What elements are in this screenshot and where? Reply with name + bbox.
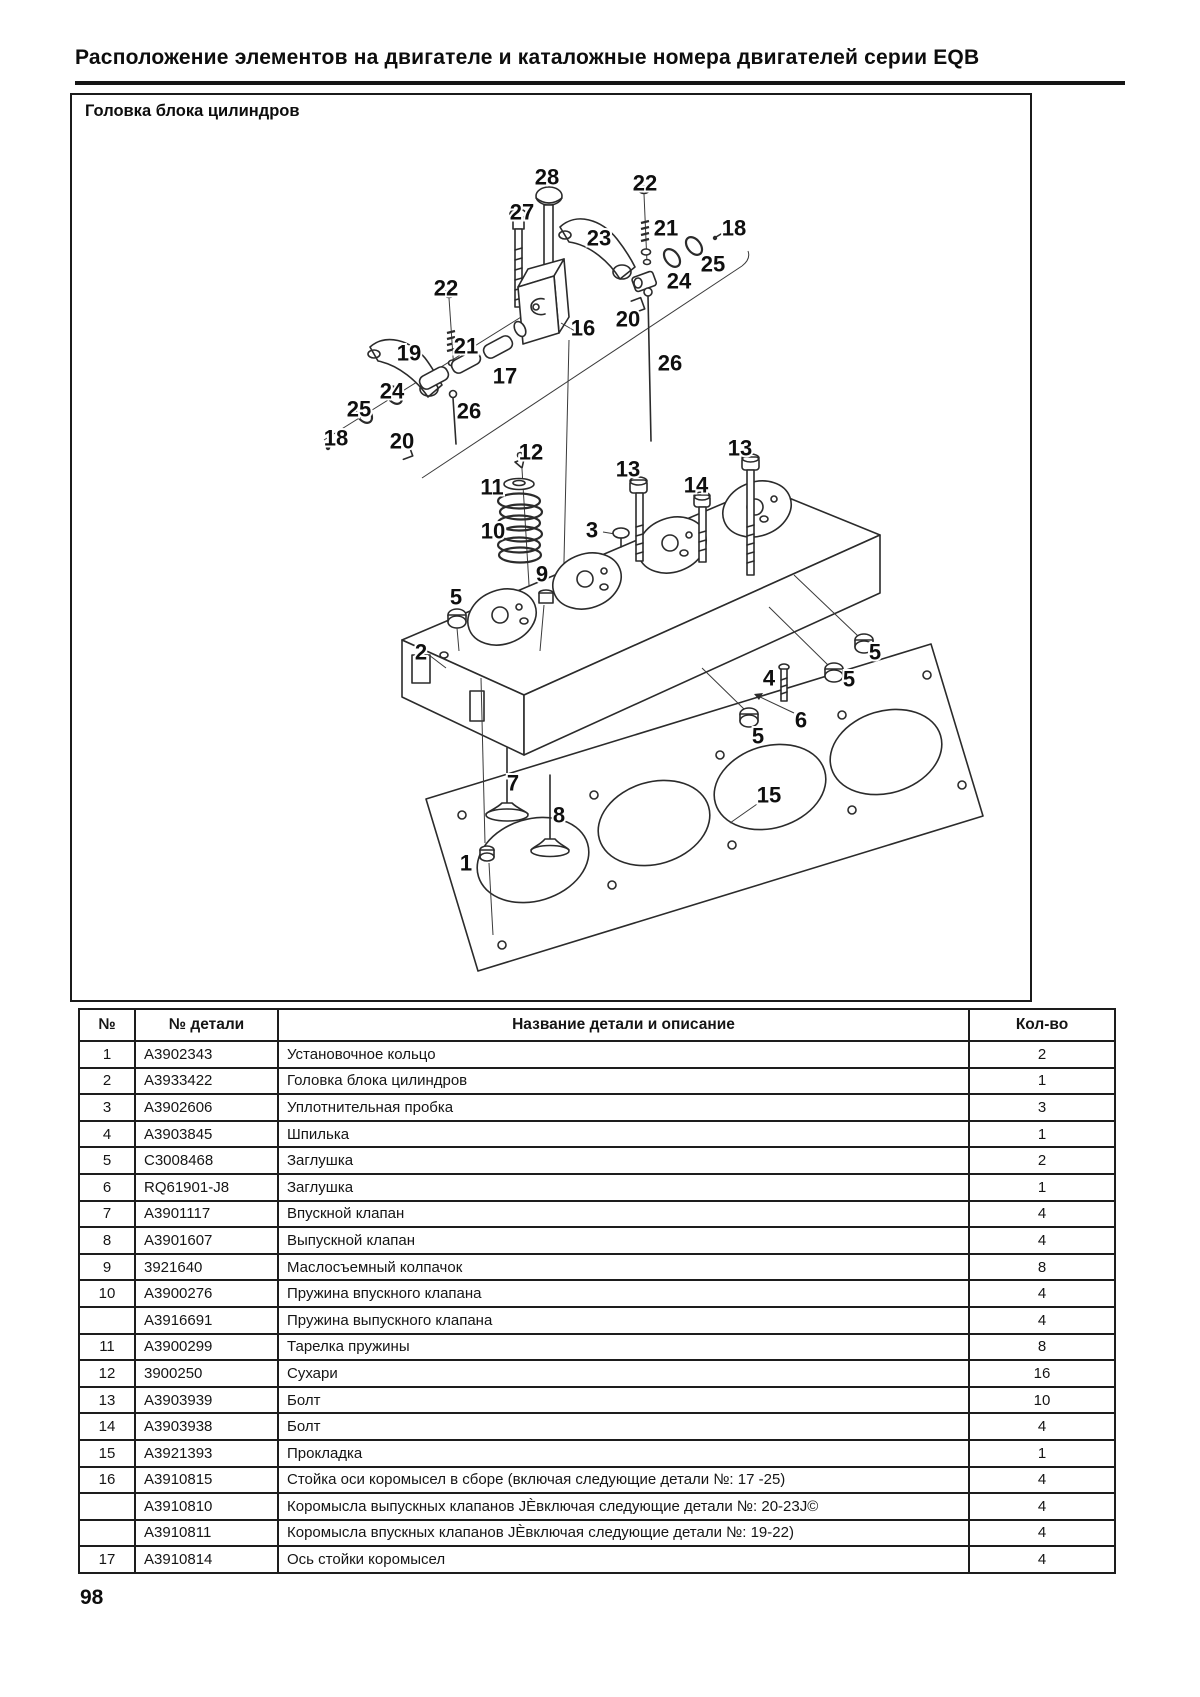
callout-2: 2 — [414, 639, 428, 665]
page-number: 98 — [80, 1586, 104, 1609]
callout-1: 1 — [459, 850, 473, 876]
pushrod-26-right — [644, 288, 652, 441]
plug-3 — [603, 528, 629, 547]
cell-qty: 1 — [969, 1121, 1115, 1148]
callout-13: 13 — [615, 456, 641, 482]
table-row — [79, 1227, 1115, 1254]
cell-part-number: 3900250 — [135, 1360, 278, 1387]
table-row — [79, 1546, 1115, 1573]
cell-qty: 16 — [969, 1360, 1115, 1387]
cell-name: Коромысла впускных клапанов ЈЀвключая следующие детали №: 19-22) — [278, 1520, 969, 1547]
callout-8: 8 — [552, 802, 566, 828]
cell-part-number: A3902343 — [135, 1041, 278, 1068]
cell-qty: 4 — [969, 1201, 1115, 1228]
callout-21: 21 — [653, 215, 679, 241]
cell-index: 5 — [79, 1147, 135, 1174]
cell-index: 16 — [79, 1467, 135, 1494]
cell-index: 2 — [79, 1068, 135, 1095]
callout-22: 22 — [632, 170, 658, 196]
cell-qty: 1 — [969, 1440, 1115, 1467]
spring-retainer-11 — [504, 479, 534, 490]
callout-5: 5 — [868, 639, 882, 665]
cell-part-number: A3910810 — [135, 1493, 278, 1520]
table-row — [79, 1334, 1115, 1361]
cell-name: Пружина выпускного клапана — [278, 1307, 969, 1334]
table-row — [79, 1387, 1115, 1414]
cell-qty: 4 — [969, 1493, 1115, 1520]
cell-index: 6 — [79, 1174, 135, 1201]
callout-26: 26 — [657, 350, 683, 376]
cell-qty: 4 — [969, 1413, 1115, 1440]
callout-14: 14 — [683, 472, 709, 498]
title-underline — [75, 81, 1125, 85]
table-row — [79, 1201, 1115, 1228]
cell-part-number: A3903939 — [135, 1387, 278, 1414]
cell-part-number: A3901607 — [135, 1227, 278, 1254]
callout-21: 21 — [453, 333, 479, 359]
cell-name: Впускной клапан — [278, 1201, 969, 1228]
table-row — [79, 1121, 1115, 1148]
callout-18: 18 — [721, 215, 747, 241]
parts-table — [78, 1008, 1116, 1574]
callout-24: 24 — [666, 268, 692, 294]
cell-index: 1 — [79, 1041, 135, 1068]
cell-qty: 1 — [969, 1068, 1115, 1095]
callout-19: 19 — [396, 340, 422, 366]
cell-part-number: A3901117 — [135, 1201, 278, 1228]
cell-name: Заглушка — [278, 1147, 969, 1174]
cell-name: Шпилька — [278, 1121, 969, 1148]
parts-table-body — [79, 1041, 1115, 1573]
cell-qty: 10 — [969, 1387, 1115, 1414]
cell-name: Ось стойки коромысел — [278, 1546, 969, 1573]
callout-23: 23 — [586, 225, 612, 251]
cell-part-number: A3903845 — [135, 1121, 278, 1148]
cell-part-number: A3902606 — [135, 1094, 278, 1121]
table-row — [79, 1360, 1115, 1387]
callout-7: 7 — [506, 770, 520, 796]
stud-22-right — [639, 187, 651, 265]
shaft-end-24-right — [631, 271, 657, 293]
table-row — [79, 1041, 1115, 1068]
col-header-qty: Кол-во — [969, 1009, 1115, 1041]
stud-4 — [779, 664, 789, 701]
cell-index: 13 — [79, 1387, 135, 1414]
cell-part-number: 3921640 — [135, 1254, 278, 1281]
callout-5: 5 — [751, 723, 765, 749]
cell-qty: 8 — [969, 1254, 1115, 1281]
cell-name: Заглушка — [278, 1174, 969, 1201]
cell-name: Установочное кольцо — [278, 1041, 969, 1068]
cell-index: 10 — [79, 1280, 135, 1307]
callout-12: 12 — [518, 439, 544, 465]
table-row — [79, 1174, 1115, 1201]
cell-name: Болт — [278, 1413, 969, 1440]
cell-qty: 4 — [969, 1280, 1115, 1307]
cell-part-number: A3903938 — [135, 1413, 278, 1440]
cell-part-number: C3008468 — [135, 1147, 278, 1174]
cell-qty: 4 — [969, 1546, 1115, 1573]
cylinder-head-diagram — [72, 95, 1030, 1000]
cell-part-number: A3900299 — [135, 1334, 278, 1361]
cell-part-number: A3910815 — [135, 1467, 278, 1494]
table-row — [79, 1520, 1115, 1547]
cell-name: Сухари — [278, 1360, 969, 1387]
table-row — [79, 1413, 1115, 1440]
cell-part-number: A3910811 — [135, 1520, 278, 1547]
cell-name: Стойка оси коромысел в сборе (включая следующие детали №: 17 -25) — [278, 1467, 969, 1494]
cell-index — [79, 1493, 135, 1520]
cell-index: 12 — [79, 1360, 135, 1387]
cell-index: 3 — [79, 1094, 135, 1121]
figure-frame — [70, 93, 1032, 1002]
cell-index: 14 — [79, 1413, 135, 1440]
callout-22: 22 — [433, 275, 459, 301]
callout-20: 20 — [615, 306, 641, 332]
callout-5: 5 — [449, 584, 463, 610]
callout-26: 26 — [456, 398, 482, 424]
callout-13: 13 — [727, 435, 753, 461]
callout-16: 16 — [570, 315, 596, 341]
cell-part-number: A3933422 — [135, 1068, 278, 1095]
callout-20: 20 — [389, 428, 415, 454]
table-row — [79, 1307, 1115, 1334]
cell-qty: 4 — [969, 1467, 1115, 1494]
cell-qty: 3 — [969, 1094, 1115, 1121]
cell-name: Выпускной клапан — [278, 1227, 969, 1254]
cell-part-number: A3910814 — [135, 1546, 278, 1573]
cell-part-number: A3921393 — [135, 1440, 278, 1467]
table-header-row — [79, 1009, 1115, 1041]
cell-part-number: A3916691 — [135, 1307, 278, 1334]
callout-10: 10 — [480, 518, 506, 544]
callout-6: 6 — [794, 707, 808, 733]
cell-index — [79, 1520, 135, 1547]
cell-index: 11 — [79, 1334, 135, 1361]
callout-24: 24 — [379, 378, 405, 404]
table-row — [79, 1254, 1115, 1281]
cell-name: Болт — [278, 1387, 969, 1414]
table-row — [79, 1467, 1115, 1494]
cell-part-number: RQ61901-J8 — [135, 1174, 278, 1201]
callout-11: 11 — [480, 474, 504, 500]
cell-name: Уплотнительная пробка — [278, 1094, 969, 1121]
col-header-index: № — [79, 1009, 135, 1041]
col-header-part-number: № детали — [135, 1009, 278, 1041]
callout-25: 25 — [346, 396, 372, 422]
callout-25: 25 — [700, 251, 726, 277]
page-title: Расположение элементов на двигателе и каталожные номера двигателей серии EQB — [75, 46, 980, 69]
pushrod-26-left — [450, 391, 457, 445]
callout-5: 5 — [842, 666, 856, 692]
table-row — [79, 1280, 1115, 1307]
col-header-name: Название детали и описание — [278, 1009, 969, 1041]
callout-27: 27 — [509, 199, 535, 225]
cell-index: 9 — [79, 1254, 135, 1281]
cell-name: Коромысла выпускных клапанов ЈЀвключая следующие детали №: 20-23Ј© — [278, 1493, 969, 1520]
cell-qty: 4 — [969, 1227, 1115, 1254]
table-row — [79, 1440, 1115, 1467]
cell-index: 17 — [79, 1546, 135, 1573]
callout-4: 4 — [762, 665, 776, 691]
cell-name: Головка блока цилиндров — [278, 1068, 969, 1095]
callout-18: 18 — [323, 425, 349, 451]
cell-name: Пружина впускного клапана — [278, 1280, 969, 1307]
cell-qty: 2 — [969, 1147, 1115, 1174]
cell-name: Маслосъемный колпачок — [278, 1254, 969, 1281]
cell-qty: 2 — [969, 1041, 1115, 1068]
cell-part-number: A3900276 — [135, 1280, 278, 1307]
cell-qty: 8 — [969, 1334, 1115, 1361]
callout-3: 3 — [585, 517, 599, 543]
table-row — [79, 1493, 1115, 1520]
cell-index: 7 — [79, 1201, 135, 1228]
figure-title: Головка блока цилиндров — [85, 102, 300, 120]
cell-index: 8 — [79, 1227, 135, 1254]
table-row — [79, 1068, 1115, 1095]
callout-15: 15 — [756, 782, 782, 808]
callout-9: 9 — [535, 561, 549, 587]
cell-index: 4 — [79, 1121, 135, 1148]
cell-name: Прокладка — [278, 1440, 969, 1467]
cell-index: 15 — [79, 1440, 135, 1467]
cell-qty: 4 — [969, 1307, 1115, 1334]
cell-name: Тарелка пружины — [278, 1334, 969, 1361]
table-row — [79, 1147, 1115, 1174]
callout-28: 28 — [534, 164, 560, 190]
callout-17: 17 — [492, 363, 518, 389]
cell-qty: 4 — [969, 1520, 1115, 1547]
table-row — [79, 1094, 1115, 1121]
cell-qty: 1 — [969, 1174, 1115, 1201]
cell-index — [79, 1307, 135, 1334]
